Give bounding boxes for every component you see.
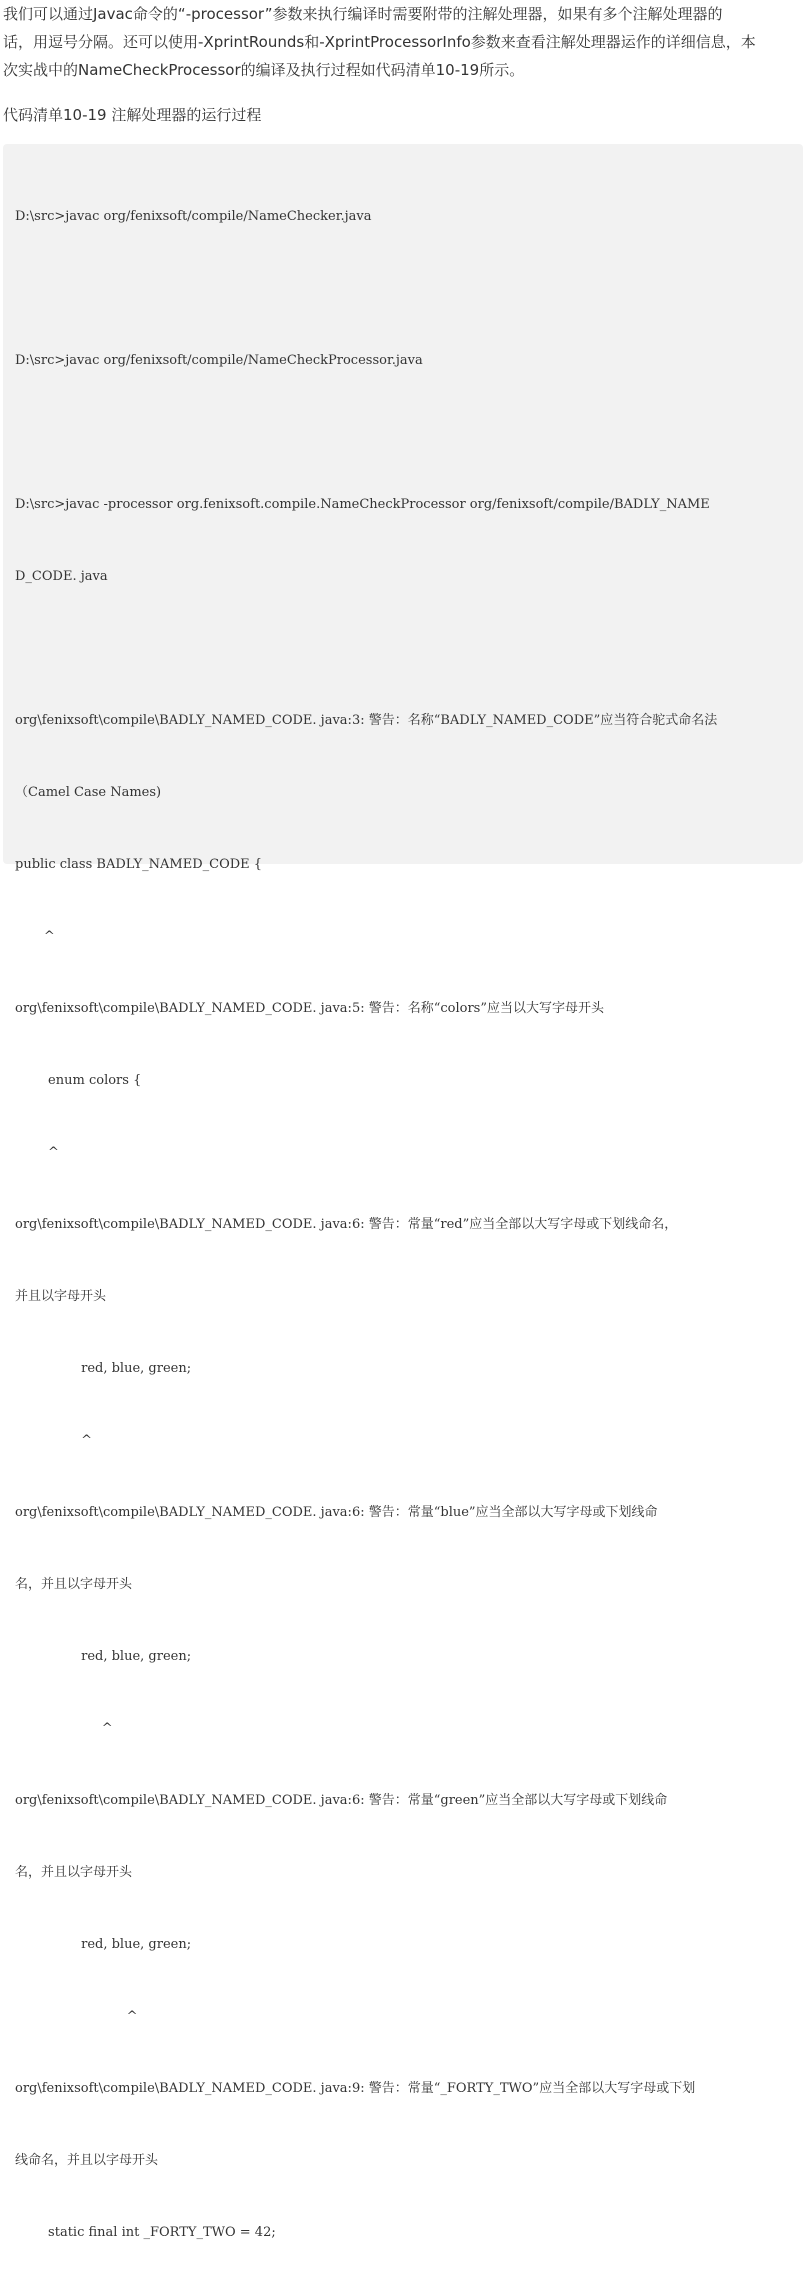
code-line: red, blue, green;: [15, 1361, 192, 1376]
code-content: [15, 157, 805, 2293]
code-line: 名，并且以字母开头: [15, 1865, 133, 1880]
code-line: org\fenixsoft\compile\BADLY_NAMED_CODE. java:5: 警告：名称“colors”应当以大写字母开头: [15, 1001, 604, 1016]
code-line: D_CODE. java: [15, 569, 108, 584]
code-listing-title: 代码清单10-19 注解处理器的运行过程: [3, 106, 262, 124]
code-line: ^: [15, 1145, 59, 1160]
code-line: ^: [15, 2009, 138, 2024]
code-line: [15, 637, 805, 661]
code-line: 名，并且以字母开头: [15, 1577, 133, 1592]
code-line: org\fenixsoft\compile\BADLY_NAMED_CODE. java:3: 警告：名称“BADLY_NAMED_CODE”应当符合驼式命名法: [15, 713, 718, 728]
code-line: 线命名，并且以字母开头: [15, 2153, 159, 2168]
code-line: red, blue, green;: [15, 1937, 192, 1952]
code-block: [3, 144, 803, 2240]
code-line: [15, 277, 805, 301]
code-line: org\fenixsoft\compile\BADLY_NAMED_CODE. java:6: 警告：常量“red”应当全部以大写字母或下划线命名，: [15, 1217, 678, 1232]
code-line: D:\src>javac org/fenixsoft/compile/NameCheckProcessor.java: [15, 353, 423, 368]
code-line: ^: [15, 929, 55, 944]
code-line: D:\src>javac -processor org.fenixsoft.compile.NameCheckProcessor org/fenixsoft/compile/BADLY_NAME: [15, 497, 710, 512]
code-line: public class BADLY_NAMED_CODE {: [15, 857, 263, 872]
code-line: red, blue, green;: [15, 1649, 192, 1664]
code-line: ^: [15, 1433, 93, 1448]
code-line: D:\src>javac org/fenixsoft/compile/NameChecker.java: [15, 209, 372, 224]
code-line: （Camel Case Names): [15, 785, 162, 800]
code-line: [15, 421, 805, 445]
intro-line: 话，用逗号分隔。还可以使用-XprintRounds和-XprintProcessorInfo参数来查看注解处理器运作的详细信息，本: [3, 33, 756, 51]
code-line: enum colors {: [15, 1073, 142, 1088]
intro-line: 我们可以通过Javac命令的“-processor”参数来执行编译时需要附带的注解处理器，如果有多个注解处理器的: [3, 5, 723, 23]
intro-paragraph: [3, 0, 807, 84]
intro-line: 次实战中的NameCheckProcessor的编译及执行过程如代码清单10-19所示。: [3, 61, 525, 79]
code-line: org\fenixsoft\compile\BADLY_NAMED_CODE. java:9: 警告：常量“_FORTY_TWO”应当全部以大写字母或下划: [15, 2081, 696, 2096]
code-line: ^: [15, 1721, 113, 1736]
code-line: org\fenixsoft\compile\BADLY_NAMED_CODE. java:6: 警告：常量“green”应当全部以大写字母或下划线命: [15, 1793, 668, 1808]
code-line: org\fenixsoft\compile\BADLY_NAMED_CODE. java:6: 警告：常量“blue”应当全部以大写字母或下划线命: [15, 1505, 658, 1520]
code-line: 并且以字母开头: [15, 1289, 107, 1304]
code-line: static final int _FORTY_TWO = 42;: [15, 2225, 276, 2240]
